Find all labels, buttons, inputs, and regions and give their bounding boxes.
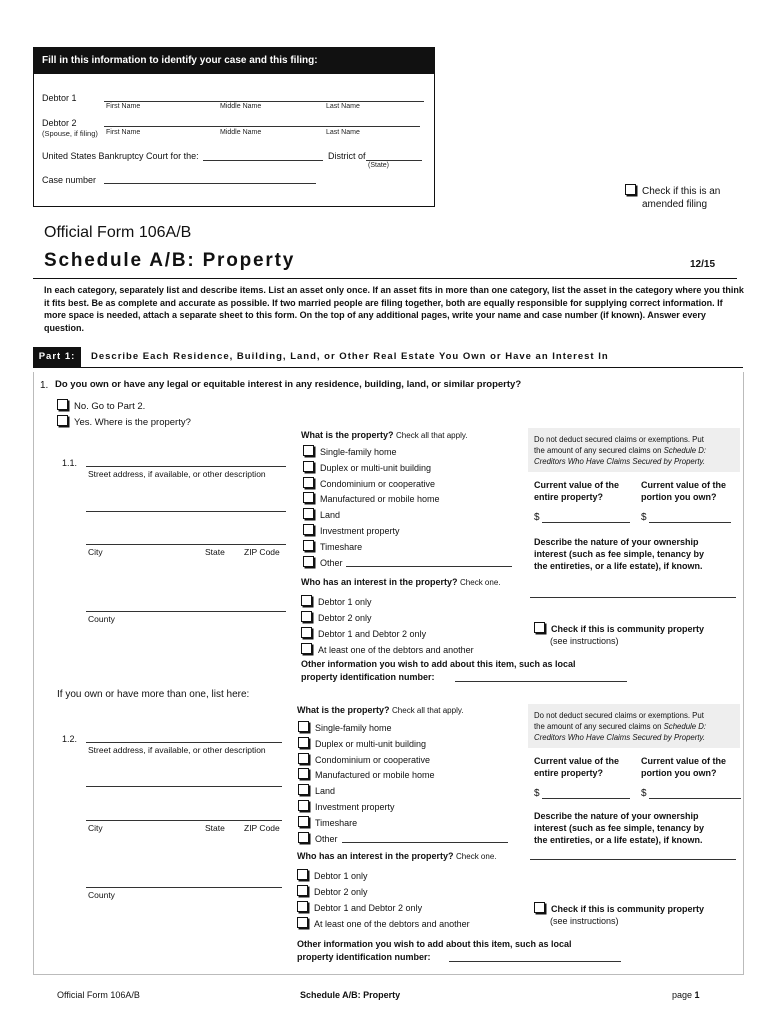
footer-title: Schedule A/B: Property [300,990,401,1000]
see-instructions: (see instructions) [550,636,619,646]
type-label: Single-family home [320,447,397,457]
other-info-field[interactable] [455,681,627,682]
secured-claims-note: Do not deduct secured claims or exemptions. Put the amount of any secured claims on Schedule D: Creditors Who Have Claims Secured by Property. [528,704,740,748]
type-duplex[interactable] [298,737,426,749]
type-other[interactable] [298,832,338,844]
secured-claims-note: Do not deduct secured claims or exemptions. Put the amount of any secured claims on Schedule D: Creditors Who Have Claims Secured by Property. [528,428,740,472]
item-number: 1.2. [62,734,78,744]
other-info-field[interactable] [449,961,621,962]
street-field[interactable] [86,742,282,743]
debtor2-field[interactable] [104,126,420,127]
instructions: In each category, separately list and describe items. List an asset only once. If an asset fits in more than one category, list the asset in the category where you think it fits best. Be as complete and accurate as possible. If two married people are filing together, both are equally responsible for supplying correct information. If more space is needed, attach a separate sheet to this form. On the top of any additional pages, write your name and case number (if known). Answer every question. [44,285,744,333]
type-label: Duplex or multi-unit building [315,739,427,749]
footer-page: page 1 [672,990,700,1000]
other-info-label: Other information you wish to add about this item, such as local [297,939,572,949]
zip-hint: ZIP Code [244,823,280,833]
more-than-one-label: If you own or have more than one, list here: [57,689,250,700]
first-name-hint: First Name [106,129,141,136]
who-debtor2[interactable] [297,885,368,897]
no-checkbox[interactable] [57,399,145,412]
checkbox-icon [57,399,68,410]
who-debtor1[interactable] [301,595,372,607]
value-portion-label: Current value of the portion you own? [641,756,727,778]
type-other[interactable] [303,556,343,568]
county-field[interactable] [86,611,286,612]
who-label: Debtor 1 only [318,597,372,607]
value-entire-field[interactable] [542,798,630,799]
street-field[interactable] [86,466,286,467]
footer-form-name: Official Form 106A/B [57,990,140,1000]
state-hint: State [205,823,225,833]
type-manufactured[interactable] [298,768,435,780]
type-label: Other [315,834,338,844]
county-hint: County [88,890,115,900]
spouse-note: (Spouse, if filing) [42,129,98,138]
type-label: Duplex or multi-unit building [320,463,432,473]
street-field-2[interactable] [86,511,286,512]
value-entire-label: Current value of the entire property? [534,756,620,778]
who-both[interactable] [297,901,422,913]
checkbox-icon [303,492,314,503]
checkbox-icon [297,869,308,880]
type-label: Land [315,786,336,796]
debtor2-label: Debtor 2 [42,118,77,128]
who-label: Debtor 2 only [318,613,372,623]
type-label: Other [320,558,343,568]
nature-label: Describe the nature of your ownership interest (such as fee simple, tenancy by the entireties, or a life estate), if known. [534,811,705,846]
type-label: Land [320,510,341,520]
type-condominium[interactable] [298,753,430,765]
community-checkbox[interactable] [534,902,704,914]
county-field[interactable] [86,887,282,888]
checkbox-icon [298,784,309,795]
checkbox-icon [301,627,312,638]
other-info-label: Other information you wish to add about this item, such as local [301,659,576,669]
zip-hint: ZIP Code [244,547,280,557]
city-state-zip-field[interactable] [86,544,286,545]
checkbox-icon [625,184,636,195]
last-name-hint: Last Name [326,103,360,110]
type-duplex[interactable] [303,461,431,473]
value-portion-field[interactable] [649,522,731,523]
who-both[interactable] [301,627,426,639]
checkbox-icon [534,622,545,633]
who-label: At least one of the debtors and another [318,645,474,655]
type-label: Manufactured or mobile home [320,494,440,504]
type-label: Investment property [320,526,400,536]
dollar-sign: $ [641,512,647,523]
who-debtor1[interactable] [297,869,368,881]
community-checkbox[interactable] [534,622,704,634]
yes-checkbox[interactable] [57,415,191,428]
type-label: Investment property [315,802,395,812]
checkbox-icon [298,832,309,843]
who-label: At least one of the debtors and another [314,919,470,929]
checkbox-icon [301,643,312,654]
type-label: Condominium or cooperative [320,479,436,489]
value-portion-field[interactable] [649,798,741,799]
district-field[interactable] [366,160,422,161]
checkbox-icon [297,917,308,928]
type-timeshare[interactable] [298,816,357,828]
type-label: Single-family home [315,723,392,733]
other-info-label-2: property identification number: [301,672,435,682]
case-number-field[interactable] [104,183,316,184]
value-entire-field[interactable] [542,522,630,523]
checkbox-icon [297,885,308,896]
county-hint: County [88,614,115,624]
amended-checkbox[interactable] [625,184,720,197]
debtor1-label: Debtor 1 [42,93,77,103]
page-title: Schedule A/B: Property [44,250,296,271]
what-property-label: What is the property? Check all that apply. [297,705,464,715]
state-hint: State [205,547,225,557]
who-label: Debtor 2 only [314,887,368,897]
part1-tag: Part 1: [33,347,81,367]
middle-name-hint: Middle Name [220,129,262,136]
official-form-label: Official Form 106A/B [44,224,192,241]
type-land[interactable] [303,508,340,520]
what-property-label: What is the property? Check all that apply. [301,430,468,440]
checkbox-icon [534,902,545,913]
community-label: Check if this is community property [551,904,705,914]
type-manufactured[interactable] [303,492,440,504]
checkbox-icon [301,611,312,622]
who-label: Debtor 1 and Debtor 2 only [314,903,423,913]
who-another[interactable] [297,917,470,929]
nature-field[interactable] [530,859,736,860]
checkbox-icon [303,508,314,519]
amended-label-2: amended filing [642,199,708,210]
debtor1-field[interactable] [104,101,424,102]
district-label: District of [328,151,366,161]
title-rule [33,278,737,279]
street-hint: Street address, if available, or other description [88,469,266,479]
part1-title: Describe Each Residence, Building, Land, or Other Real Estate You Own or Have an Interest In [91,351,609,362]
checkbox-icon [303,477,314,488]
no-label: No. Go to Part 2. [74,401,146,412]
who-another[interactable] [301,643,474,655]
see-instructions: (see instructions) [550,916,619,926]
court-field[interactable] [203,160,323,161]
checkbox-icon [298,721,309,732]
city-hint: City [88,547,103,557]
checkbox-icon [298,737,309,748]
who-debtor2[interactable] [301,611,372,623]
checkbox-icon [303,524,314,535]
state-hint: (State) [368,162,390,169]
other-type-field[interactable] [346,566,512,567]
first-name-hint: First Name [106,103,141,110]
checkbox-icon [301,595,312,606]
type-single-family[interactable] [298,721,392,733]
part1-rule [33,367,743,368]
checkbox-icon [298,800,309,811]
city-hint: City [88,823,103,833]
checkbox-icon [303,445,314,456]
form-version: 12/15 [690,259,716,270]
type-investment[interactable] [298,800,395,812]
type-condominium[interactable] [303,477,435,489]
type-single-family[interactable] [303,445,397,457]
type-timeshare[interactable] [303,540,362,552]
who-interest-label: Who has an interest in the property? Check one. [297,851,497,861]
case-info-header: Fill in this information to identify your case and this filing: [34,48,434,74]
type-land[interactable] [298,784,335,796]
street-hint: Street address, if available, or other description [88,745,266,755]
yes-label: Yes. Where is the property? [74,417,191,428]
checkbox-icon [298,753,309,764]
value-entire-label: Current value of the entire property? [534,480,620,502]
question-1: Do you own or have any legal or equitable interest in any residence, building, land, or similar property? [55,379,522,390]
community-label: Check if this is community property [551,624,705,634]
item-number: 1.1. [62,458,78,468]
other-info-label-2: property identification number: [297,952,431,962]
checkbox-icon [298,768,309,779]
checkbox-icon [303,556,314,567]
who-label: Debtor 1 and Debtor 2 only [318,629,427,639]
other-type-field[interactable] [342,842,508,843]
value-portion-label: Current value of the portion you own? [641,480,727,502]
question-number: 1. [40,380,49,391]
amended-label: Check if this is an [642,186,721,197]
court-label: United States Bankruptcy Court for the: [42,151,199,161]
type-label: Timeshare [320,542,363,552]
type-label: Manufactured or mobile home [315,770,435,780]
who-label: Debtor 1 only [314,871,368,881]
nature-field[interactable] [530,597,736,598]
dollar-sign: $ [534,512,540,523]
who-interest-label: Who has an interest in the property? Check one. [301,577,501,587]
checkbox-icon [297,901,308,912]
checkbox-icon [303,540,314,551]
street-field-2[interactable] [86,786,282,787]
checkbox-icon [298,816,309,827]
case-number-label: Case number [42,175,97,185]
last-name-hint: Last Name [326,129,360,136]
dollar-sign: $ [534,788,540,799]
middle-name-hint: Middle Name [220,103,262,110]
dollar-sign: $ [641,788,647,799]
type-investment[interactable] [303,524,400,536]
type-label: Condominium or cooperative [315,755,431,765]
checkbox-icon [303,461,314,472]
part1-header [33,347,743,367]
nature-label: Describe the nature of your ownership interest (such as fee simple, tenancy by the entireties, or a life estate), if known. [534,537,705,572]
type-label: Timeshare [315,818,358,828]
city-state-zip-field[interactable] [86,820,282,821]
checkbox-icon [57,415,68,426]
